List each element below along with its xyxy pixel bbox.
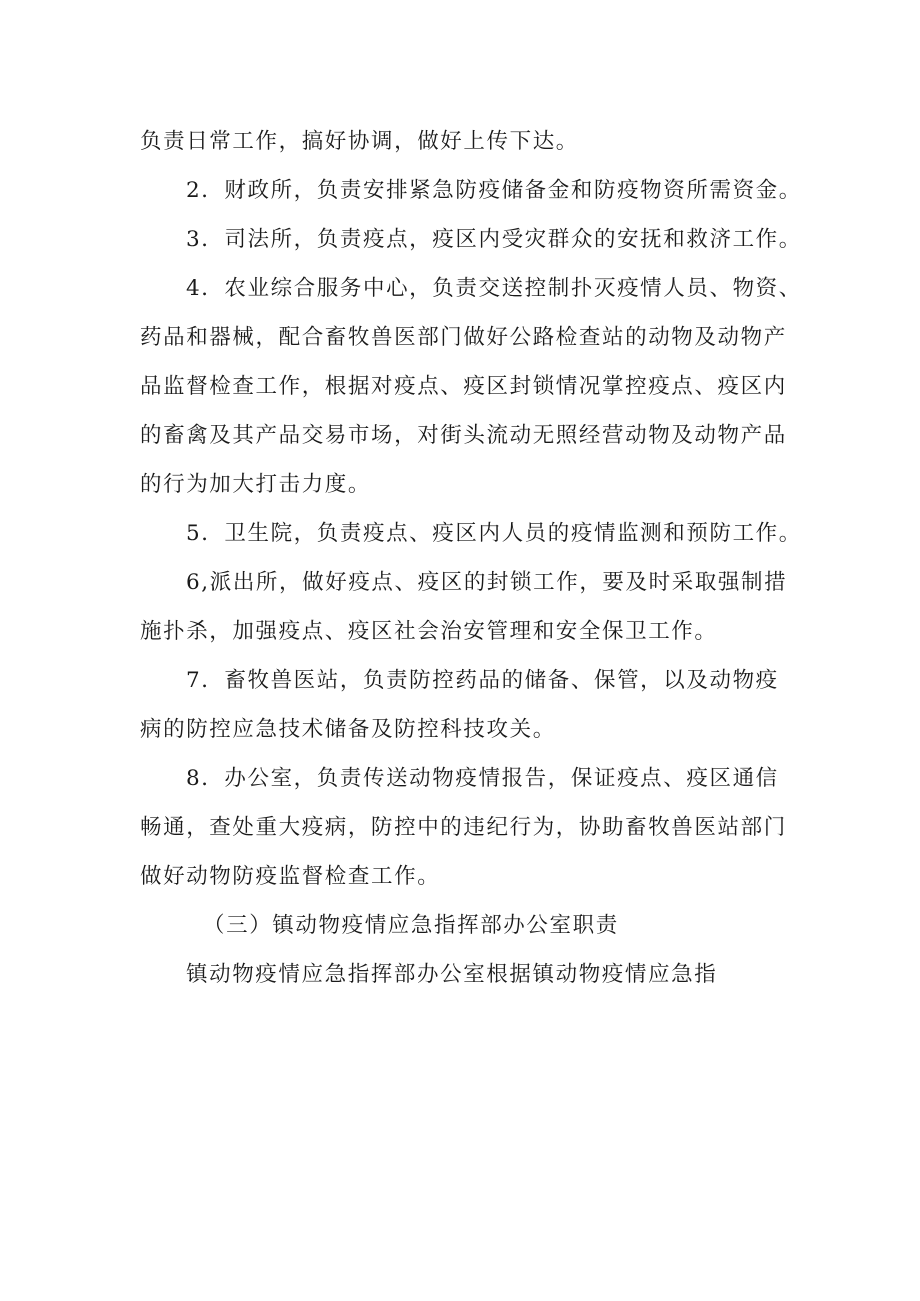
section-heading: （三）镇动物疫情应急指挥部办公室职责	[203, 913, 619, 938]
item-5-line: 5．卫生院，负责疫点、疫区内人员的疫情监测和预防工作。	[186, 521, 802, 546]
paragraph-line: 品监督检查工作，根据对疫点、疫区封锁情况掌控疫点、疫区内	[140, 374, 787, 399]
paragraph-line: 负责日常工作，搞好协调，做好上传下达。	[140, 129, 579, 154]
paragraph-line: 镇动物疫情应急指挥部办公室根据镇动物疫情应急指	[186, 962, 718, 987]
paragraph-line: 的行为加大打击力度。	[140, 472, 372, 497]
item-3-line: 3．司法所，负责疫点，疫区内受灾群众的安抚和救济工作。	[186, 227, 802, 252]
paragraph-line: 做好动物防疫监督检查工作。	[140, 864, 441, 889]
paragraph-line: 施扑杀，加强疫点、疫区社会治安管理和安全保卫工作。	[140, 619, 718, 644]
item-2-line: 2．财政所，负责安排紧急防疫储备金和防疫物资所需资金。	[186, 178, 802, 203]
item-6-line: 6,派出所，做好疫点、疫区的封锁工作，要及时采取强制措	[186, 570, 788, 595]
paragraph-line: 病的防控应急技术储备及防控科技攻关。	[140, 717, 556, 742]
paragraph-line: 畅通，查处重大疫病，防控中的违纪行为，协助畜牧兽医站部门	[140, 815, 787, 840]
paragraph-line: 药品和器械，配合畜牧兽医部门做好公路检查站的动物及动物产	[140, 325, 787, 350]
item-4-line: 4．农业综合服务中心，负责交送控制扑灭疫情人员、物资、	[186, 276, 802, 301]
item-8-line: 8．办公室，负责传送动物疫情报告，保证疫点、疫区通信	[186, 766, 779, 791]
paragraph-line: 的畜禽及其产品交易市场，对街头流动无照经营动物及动物产品	[140, 423, 787, 448]
item-7-line: 7．畜牧兽医站，负责防控药品的储备、保管，以及动物疫	[186, 668, 779, 693]
